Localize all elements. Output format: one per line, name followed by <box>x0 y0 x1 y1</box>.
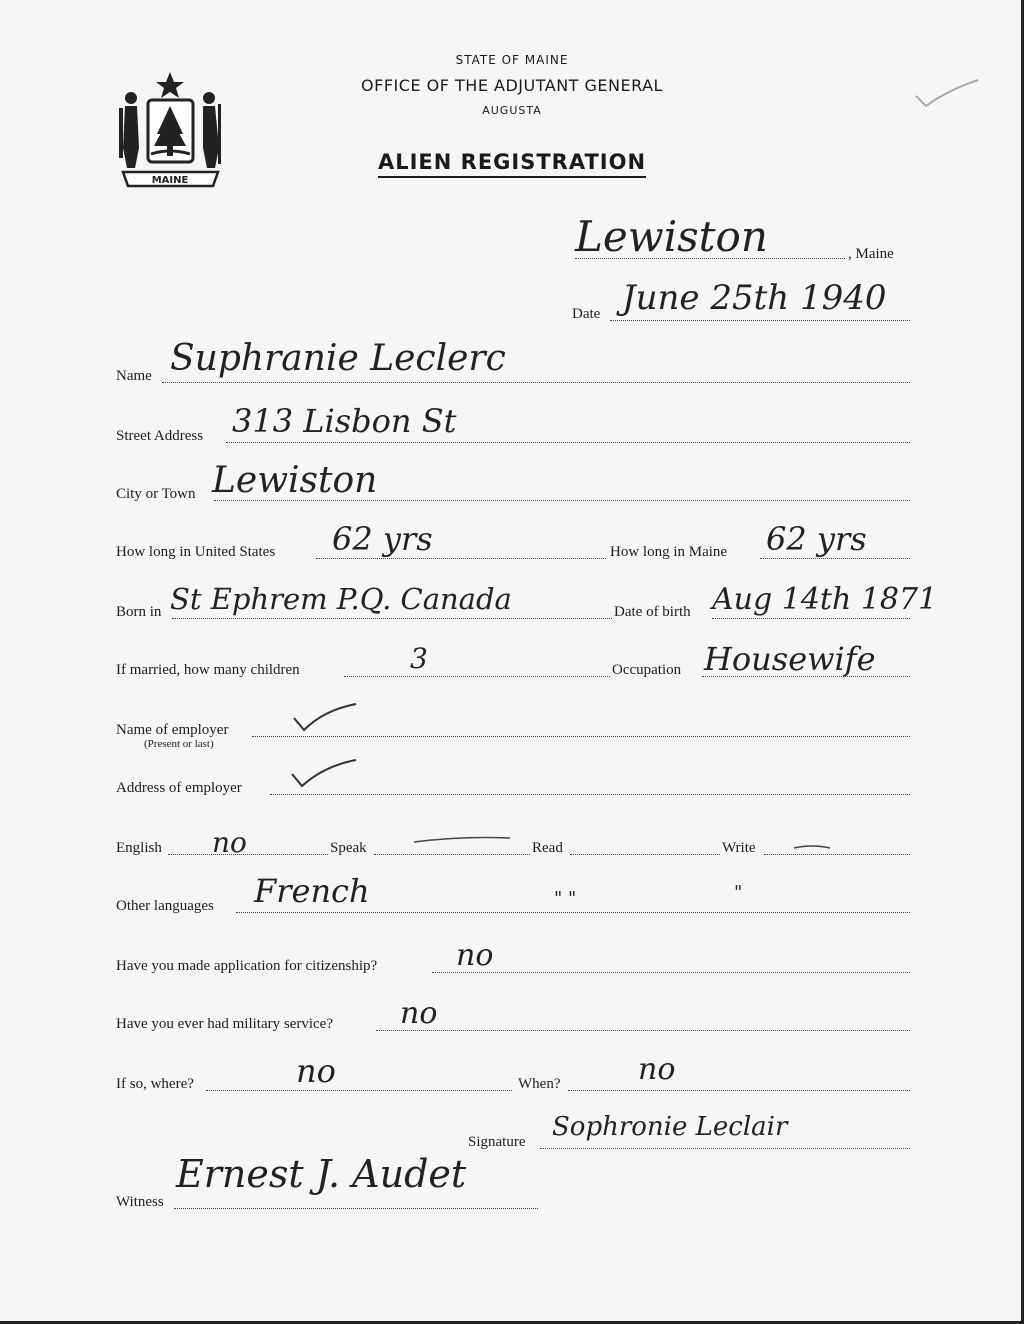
other-languages-ditto-2: " <box>734 882 743 903</box>
read-line <box>570 854 720 855</box>
employer-address-label: Address of employer <box>116 780 242 796</box>
children-value: 3 <box>410 642 428 675</box>
state-heading: STATE OF MAINE <box>455 53 569 67</box>
street-address-line <box>226 442 910 443</box>
other-languages-ditto-1: " " <box>554 888 577 909</box>
write-line <box>764 854 910 855</box>
signature-value: Sophronie Leclair <box>552 1112 788 1142</box>
name-label: Name <box>116 368 152 384</box>
corner-check-icon <box>912 76 982 110</box>
employer-name-sublabel: (Present or last) <box>144 738 214 750</box>
seal-motto: MAINE <box>151 175 189 186</box>
when-label: When? <box>518 1076 561 1092</box>
read-label: Read <box>532 840 563 856</box>
employer-address-check-icon <box>288 756 360 790</box>
where-value: no <box>296 1052 336 1090</box>
when-line <box>568 1090 910 1091</box>
children-line <box>344 676 610 677</box>
date-of-birth-label: Date of birth <box>614 604 691 620</box>
city-or-town-value: Lewiston <box>212 460 378 501</box>
write-label: Write <box>722 840 756 856</box>
signature-label: Signature <box>468 1134 526 1150</box>
write-dash-icon <box>792 842 832 852</box>
date-value: June 25th 1940 <box>622 278 887 318</box>
where-label: If so, where? <box>116 1076 194 1092</box>
speak-label: Speak <box>330 840 367 856</box>
form-title-text: ALIEN REGISTRATION <box>378 150 646 178</box>
occupation-value: Housewife <box>704 640 876 678</box>
how-long-maine-label: How long in Maine <box>610 544 728 560</box>
where-line <box>206 1090 512 1091</box>
born-in-value: St Ephrem P.Q. Canada <box>170 582 512 616</box>
place-value: Lewiston <box>575 212 768 261</box>
speak-dash-icon <box>412 834 512 846</box>
how-long-maine-line <box>760 558 910 559</box>
witness-line <box>174 1208 538 1209</box>
military-line <box>376 1030 910 1031</box>
street-address-value: 313 Lisbon St <box>232 402 457 440</box>
how-long-us-value: 62 yrs <box>332 520 433 558</box>
born-in-label: Born in <box>116 604 162 620</box>
place-suffix: , Maine <box>848 246 894 262</box>
military-value: no <box>400 996 438 1031</box>
english-line <box>168 854 328 855</box>
date-line <box>610 320 910 321</box>
city-or-town-label: City or Town <box>116 486 196 502</box>
english-value: no <box>212 826 247 859</box>
form-title <box>0 150 1024 174</box>
children-label: If married, how many children <box>116 662 300 678</box>
witness-value: Ernest J. Audet <box>176 1152 467 1196</box>
date-of-birth-value: Aug 14th 1871 <box>712 582 938 617</box>
english-label: English <box>116 840 162 856</box>
street-address-label: Street Address <box>116 428 204 444</box>
how-long-us-line <box>316 558 606 559</box>
how-long-us-label: How long in United States <box>116 544 276 560</box>
signature-line <box>540 1148 910 1149</box>
employer-name-label: Name of employer <box>116 722 229 738</box>
city-heading: AUGUSTA <box>482 104 542 117</box>
employer-name-line <box>252 736 910 737</box>
name-line <box>162 382 910 383</box>
date-of-birth-line <box>712 618 910 619</box>
military-label: Have you ever had military service? <box>116 1016 333 1032</box>
citizenship-value: no <box>456 938 494 973</box>
employer-name-check-icon <box>290 700 360 734</box>
when-value: no <box>638 1052 676 1087</box>
how-long-maine-value: 62 yrs <box>766 520 867 558</box>
office-heading: OFFICE OF THE ADJUTANT GENERAL <box>361 76 663 95</box>
other-languages-value: French <box>254 872 370 910</box>
employer-address-line <box>270 794 910 795</box>
speak-line <box>374 854 530 855</box>
other-languages-line <box>236 912 910 913</box>
witness-label: Witness <box>116 1194 164 1210</box>
place-line <box>575 258 845 259</box>
occupation-label: Occupation <box>612 662 682 678</box>
date-label: Date <box>572 306 601 322</box>
citizenship-line <box>432 972 910 973</box>
other-languages-label: Other languages <box>116 898 214 914</box>
name-value: Suphranie Leclerc <box>170 338 506 379</box>
born-in-line-b <box>172 618 612 619</box>
citizenship-label: Have you made application for citizenship? <box>116 958 378 974</box>
